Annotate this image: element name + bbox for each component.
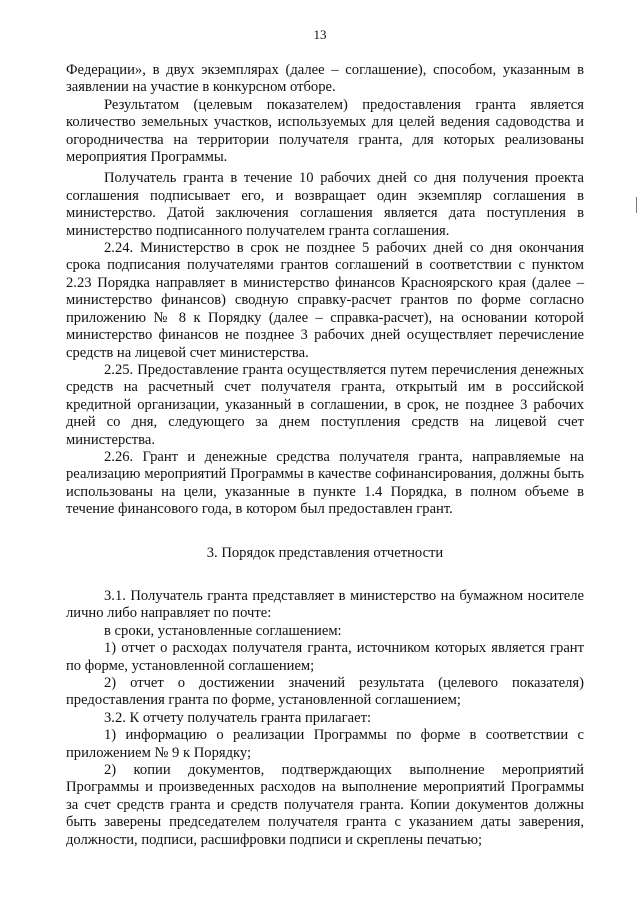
list-item: 2) отчет о достижении значений результата (целевого показателя) предоставления гранта по форме, установленной соглашением; [66, 675, 584, 709]
page-number: 13 [313, 27, 327, 42]
paragraph: Федерации», в двух экземплярах (далее – соглашение), способом, указанным в заявлении на участие в конкурсном отборе. [66, 62, 584, 96]
paragraph: 3.1. Получатель гранта представляет в министерство на бумажном носителе лично либо направляет по почте: [66, 587, 584, 622]
document-body [66, 62, 584, 849]
paragraph: Результатом (целевым показателем) предоставления гранта является количество земельных участков, используемых для целей ведения садоводства и огородничества на территории получателя гранта, для которых реализованы мероприятия Программы. [66, 96, 584, 166]
paragraph: 2.26. Грант и денежные средства получателя гранта, направляемые на реализацию мероприятий Программы в качестве софинансирования, должны быть использованы на цели, указанные в пункте 1.4 Порядка, в полном объеме в течение финансового года, в котором был предоставлен грант. [66, 448, 584, 518]
section-heading: 3. Порядок представления отчетности [206, 544, 444, 561]
paragraph: в сроки, установленные соглашением: [104, 622, 342, 639]
paragraph: 2.25. Предоставление гранта осуществляется путем перечисления денежных средств на расчетный счет получателя гранта, открытый им в российской кредитной организации, указанный в соглашении, в срок, не позднее 3 рабочих дней со дня, следующего за днем поступления средств на лицевой счет министерства. [66, 361, 584, 448]
paragraph: 3.2. К отчету получатель гранта прилагает: [104, 709, 372, 726]
paragraph: 2.24. Министерство в срок не позднее 5 рабочих дней со дня окончания срока подписания получателями грантов соглашений в соответствии с пунктом 2.23 Порядка направляет в министерство финансов Красноярского края (далее – министерство финансов) сводную справку-расчет грантов по форме согласно приложению № 8 к Порядку (далее – справка-расчет), на основании которой министерство финансов не позднее 3 рабочих дней осуществляет перечисление средств на лицевой счет министерства. [66, 240, 584, 361]
list-item: 1) отчет о расходах получателя гранта, источником которых является грант по форме, установленной соглашением; [66, 640, 584, 674]
scan-edge-mark [636, 197, 637, 213]
paragraph: Получатель гранта в течение 10 рабочих дней со дня получения проекта соглашения подписывает его, и возвращает один экземпляр соглашения в министерство. Датой заключения соглашения является дата поступления в министерство подписанного получателем гранта соглашения. [66, 170, 584, 239]
list-item: 2) копии документов, подтверждающих выполнение мероприятий Программы и произведенных расходов на выполнение мероприятий Программы за счет средств гранта и средств получателя гранта. Копии документов должны быть заверены председателем получателя гранта с указанием даты заверения, должности, подписи, расшифровки подписи и скреплены печатью; [66, 762, 584, 848]
list-item: 1) информацию о реализации Программы по форме в соответствии с приложением № 9 к Порядку; [66, 727, 584, 761]
